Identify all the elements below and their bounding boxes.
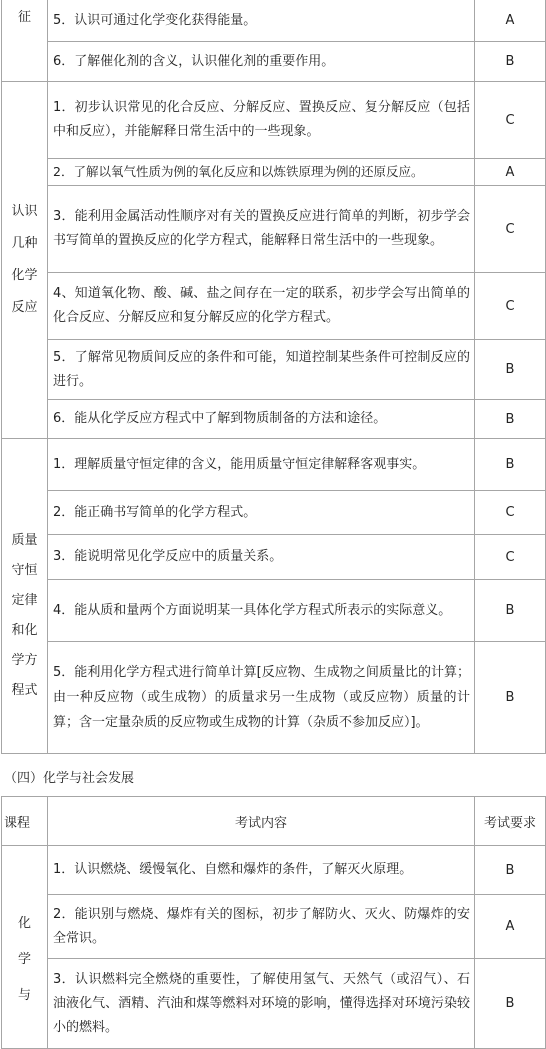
topic-cell (2, 0, 48, 82)
table-row (2, 895, 546, 959)
content-cell: 5．了解常见物质间反应的条件和可能，知道控制某些条件可控制反应的进行。 (48, 340, 475, 400)
topic-label: 化学 (11, 268, 38, 283)
requirement-cell: B (475, 439, 546, 491)
topic-label: 定律 (11, 593, 38, 608)
topic-label: 认识 (11, 204, 38, 219)
table-row (2, 846, 546, 895)
requirement-cell: B (475, 400, 546, 439)
content-cell: 1．认识燃烧、缓慢氧化、自燃和爆炸的条件，了解灭火原理。 (48, 846, 475, 895)
content-cell: 6．了解催化剂的含义，认识催化剂的重要作用。 (48, 42, 475, 82)
table-row (2, 186, 546, 273)
table-row (2, 439, 546, 491)
requirement-cell: B (475, 580, 546, 642)
section-title: （四）化学与社会发展 (4, 771, 135, 786)
topic-cell (2, 846, 48, 1049)
requirement-cell: A (475, 895, 546, 959)
topic-label: 学方 (11, 653, 38, 668)
requirement-cell: B (475, 846, 546, 895)
content-cell: 6．能从化学反应方程式中了解到物质制备的方法和途径。 (48, 400, 475, 439)
table-row (2, 273, 546, 340)
content-cell: 1．初步认识常见的化合反应、分解反应、置换反应、复分解反应（包括中和反应），并能解释日常生活中的一些现象。 (48, 82, 475, 159)
topic-label: 反应 (11, 300, 38, 315)
table-row (2, 340, 546, 400)
topic-label: 守恒 (11, 563, 38, 578)
topic-cell (2, 82, 48, 439)
topic-label: 几种 (11, 236, 38, 251)
table-row (2, 400, 546, 439)
content-cell: 2．能识别与燃烧、爆炸有关的图标，初步了解防火、灭火、防爆炸的安全常识。 (48, 895, 475, 959)
topic-label: 质量 (11, 533, 38, 548)
requirement-cell: B (475, 642, 546, 754)
requirement-cell: A (475, 0, 546, 42)
table-row (2, 580, 546, 642)
requirement-cell: B (475, 959, 546, 1049)
topic-label: 征 (17, 10, 31, 25)
course-header: 课程 (2, 797, 48, 846)
content-header: 考试内容 (48, 797, 475, 846)
topic-label: 与 (17, 988, 31, 1003)
content-cell: 5．认识可通过化学变化获得能量。 (48, 0, 475, 42)
requirement-cell: A (475, 159, 546, 186)
content-cell: 3．能说明常见化学反应中的质量关系。 (48, 535, 475, 580)
requirement-cell: B (475, 340, 546, 400)
topic-label: 学 (17, 952, 31, 967)
table-row (2, 42, 546, 82)
content-cell: 4、知道氧化物、酸、碱、盐之间存在一定的联系，初步学会写出简单的化合反应、分解反应和复分解反应的化学方程式。 (48, 273, 475, 340)
topic-label: 程式 (11, 683, 38, 698)
content-cell: 3．认识燃料完全燃烧的重要性，了解使用氢气、天然气（或沼气）、石油液化气、酒精、汽油和煤等燃料对环境的影响，懂得选择对环境污染较小的燃料。 (48, 959, 475, 1049)
table-row (2, 159, 546, 186)
exam-requirements-table (1, 0, 546, 754)
requirement-cell: C (475, 535, 546, 580)
header-row (2, 797, 546, 846)
topic-label: 化 (17, 916, 31, 931)
table-row (2, 642, 546, 754)
table-row (2, 82, 546, 159)
requirement-cell: C (475, 273, 546, 340)
table-row (2, 0, 546, 42)
requirement-header: 考试要求 (475, 797, 546, 846)
society-requirements-table (1, 796, 546, 1049)
content-cell: 2．了解以氧气性质为例的氧化反应和以炼铁原理为例的还原反应。 (48, 159, 475, 186)
content-cell: 5．能利用化学方程式进行简单计算[反应物、生成物之间质量比的计算；由一种反应物（或生成物）的质量求另一生成物（或反应物）质量的计算；含一定量杂质的反应物或生成物的计算（杂质不参加反应）]。 (48, 642, 475, 754)
requirement-cell: C (475, 491, 546, 535)
table-row (2, 491, 546, 535)
content-cell: 3．能利用金属活动性顺序对有关的置换反应进行简单的判断，初步学会书写简单的置换反应的化学方程式，能解释日常生活中的一些现象。 (48, 186, 475, 273)
table-row (2, 959, 546, 1049)
content-cell: 4．能从质和量两个方面说明某一具体化学方程式所表示的实际意义。 (48, 580, 475, 642)
table-row (2, 535, 546, 580)
requirement-cell: C (475, 82, 546, 159)
requirement-cell: B (475, 42, 546, 82)
requirement-cell: C (475, 186, 546, 273)
content-cell: 1．理解质量守恒定律的含义，能用质量守恒定律解释客观事实。 (48, 439, 475, 491)
content-cell: 2．能正确书写简单的化学方程式。 (48, 491, 475, 535)
topic-label: 和化 (11, 623, 38, 638)
topic-cell (2, 439, 48, 754)
